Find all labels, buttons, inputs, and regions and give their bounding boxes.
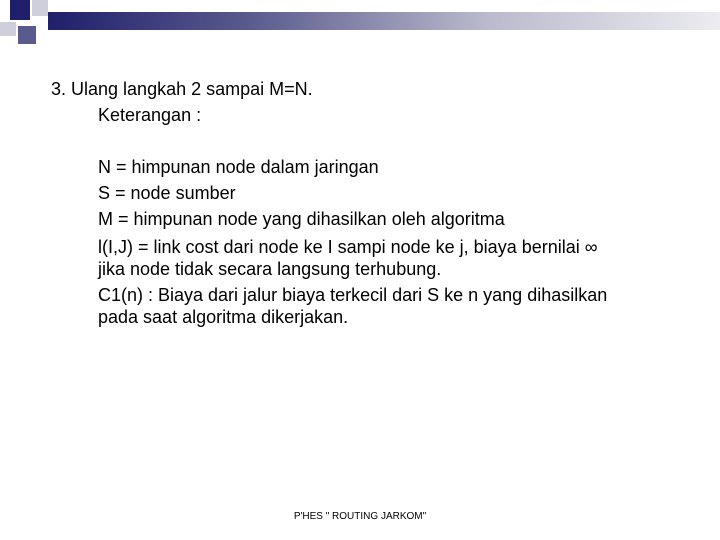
- definition-link-cost-line-1: l(I,J) = link cost dari node ke I sampi node ke j, biaya bernilai ∞: [98, 237, 598, 257]
- definition-n: N = himpunan node dalam jaringan: [98, 157, 379, 177]
- definition-m: M = himpunan node yang dihasilkan oleh algoritma: [98, 209, 505, 229]
- slide-footer: P'HES " ROUTING JARKOM": [293, 511, 427, 522]
- decor-square-mid: [18, 26, 36, 44]
- decor-square-light-top: [32, 0, 48, 16]
- definition-s: S = node sumber: [98, 183, 236, 203]
- definition-c1-line-2: pada saat algoritma dikerjakan.: [98, 307, 349, 327]
- slide-heading: 3. Ulang langkah 2 sampai M=N.: [51, 79, 313, 99]
- decor-square-dark-top: [10, 0, 30, 20]
- definition-link-cost-line-2: jika node tidak secara langsung terhubung.: [98, 259, 442, 279]
- header-gradient-bar: [48, 12, 720, 30]
- definition-c1-line-1: C1(n) : Biaya dari jalur biaya terkecil dari S ke n yang dihasilkan: [98, 285, 608, 305]
- slide-subheading: Keterangan :: [98, 105, 202, 125]
- decor-square-light-left: [0, 22, 16, 36]
